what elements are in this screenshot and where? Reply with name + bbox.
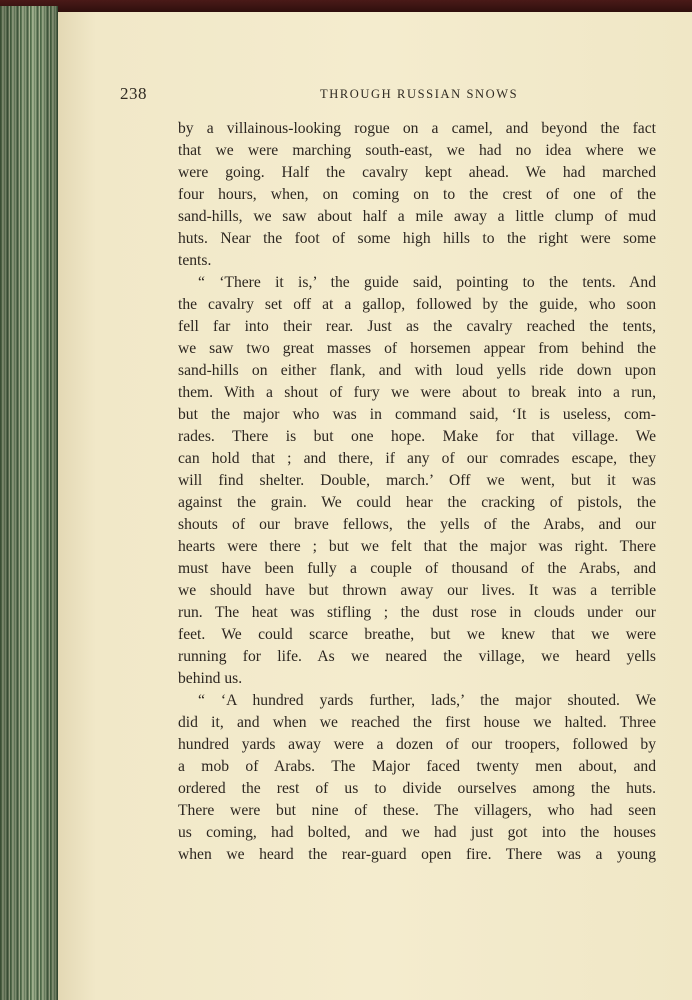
running-title: THROUGH RUSSIAN SNOWS <box>320 87 519 101</box>
text-line: ordered the rest of us to divide ourselves among the huts. <box>178 780 656 797</box>
text-line: we should have but thrown away our lives. It was a terrible <box>178 582 656 599</box>
text-line: “ ‘There it is,’ the guide said, pointing to the tents. And <box>198 274 656 291</box>
text-line: shouts of our brave fellows, the yells of the Arabs, and our <box>178 516 656 533</box>
text-line: we saw two great masses of horsemen appear from behind the <box>178 340 656 357</box>
text-line: sand-hills on either flank, and with loud yells ride down upon <box>178 362 656 379</box>
page-number: 238 <box>120 84 147 103</box>
text-line: that we were marching south-east, we had no idea where we <box>178 142 656 159</box>
text-line: hundred yards away were a dozen of our troopers, followed by <box>178 736 656 753</box>
text-line: were going. Half the cavalry kept ahead. We had marched <box>178 164 656 181</box>
text-line: the cavalry set off at a gallop, followed by the guide, who soon <box>178 296 656 313</box>
text-line: rades. There is but one hope. Make for that village. We <box>178 428 656 445</box>
text-line: will find shelter. Double, march.’ Off we went, but it was <box>178 472 656 489</box>
text-line: fell far into their rear. Just as the cavalry reached the tents, <box>178 318 656 335</box>
text-line: There were but nine of these. The villagers, who had seen <box>178 802 656 819</box>
text-line: against the grain. We could hear the cracking of pistols, the <box>178 494 656 511</box>
text-line: us coming, had bolted, and we had just got into the houses <box>178 824 656 841</box>
text-line: must have been fully a couple of thousand of the Arabs, and <box>178 560 656 577</box>
text-line: tents. <box>178 252 212 269</box>
text-line: them. With a shout of fury we were about to break into a run, <box>178 384 656 401</box>
running-head <box>120 84 656 104</box>
text-line: feet. We could scarce breathe, but we knew that we were <box>178 626 656 643</box>
text-line: behind us. <box>178 670 243 687</box>
text-line: “ ‘A hundred yards further, lads,’ the major shouted. We <box>198 692 656 709</box>
text-line: can hold that ; and there, if any of our comrades escape, they <box>178 450 656 467</box>
text-line: by a villainous-looking rogue on a camel, and beyond the fact <box>178 120 656 137</box>
text-line: when we heard the rear-guard open fire. There was a young <box>178 846 656 863</box>
text-line: hearts were there ; but we felt that the major was right. There <box>178 538 656 555</box>
text-line: huts. Near the foot of some high hills to the right were some <box>178 230 656 247</box>
text-line: run. The heat was stifling ; the dust rose in clouds under our <box>178 604 656 621</box>
text-line: but the major who was in command said, ‘It is useless, com- <box>178 406 656 423</box>
book-spine-shadow <box>0 6 58 1000</box>
text-line: sand-hills, we saw about half a mile away a little clump of mud <box>178 208 656 225</box>
text-line: four hours, when, on coming on to the crest of one of the <box>178 186 656 203</box>
text-line: did it, and when we reached the first house we halted. Three <box>178 714 656 731</box>
text-line: running for life. As we neared the village, we heard yells <box>178 648 656 665</box>
body-text <box>178 118 656 866</box>
text-line: a mob of Arabs. The Major faced twenty men about, and <box>178 758 656 775</box>
